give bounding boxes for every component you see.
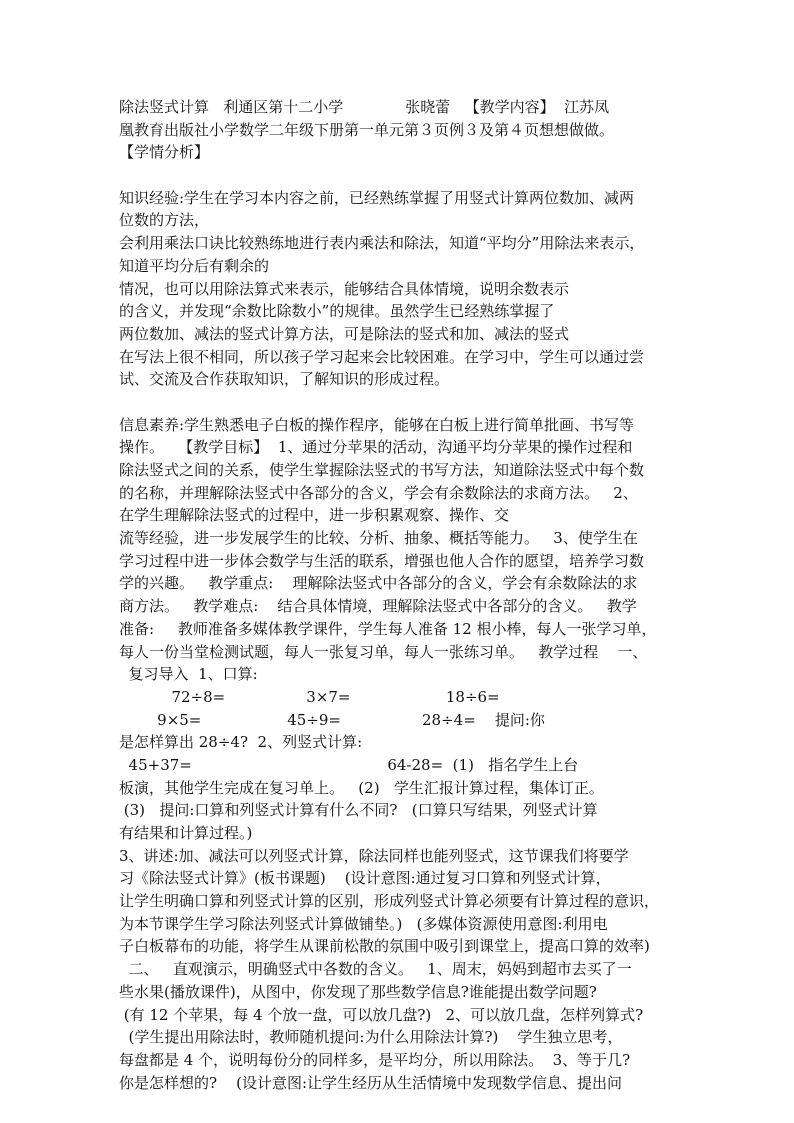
text-line: 子白板幕布的功能，将学生从课前松散的氛围中吸引到课堂上，提高口算的效率) <box>119 937 650 956</box>
text-line: 让学生明确口算和列竖式计算的区别，形成列竖式计算必须要有计算过程的意识， <box>119 892 660 911</box>
text-line: 的含义，并发现“余数比除数小”的规律。虽然学生已经熟练掌握了 <box>119 302 555 321</box>
text-line: 每盘都是 4 个，说明每份分的同样多，是平均分，所以用除法。 3、等于几? <box>119 1050 631 1069</box>
text-line: 在写法上很不相同，所以孩子学习起来会比较困难。在学习中，学生可以通过尝 <box>119 347 645 366</box>
text-line: 流等经验，进一步发展学生的比较、分析、抽象、概括等能力。 3、使学生在 <box>119 529 638 548</box>
text-line: (有 12 个苹果，每 4 个放一盘，可以放几盘?) 2、可以放几盘，怎样列算式? <box>119 1005 644 1024</box>
text-line: 3、讲述:加、减法可以列竖式计算，除法同样也能列竖式，这节课我们将要学 <box>119 846 629 865</box>
text-line: 信息素养:学生熟悉电子白板的操作程序，能够在白板上进行简单批画、书写等 <box>119 415 635 434</box>
text-line: 每人一份当堂检测试题，每人一张复习单，每人一张练习单。 教学过程 一、 <box>119 642 648 661</box>
text-line: 学的兴趣。 教学重点: 理解除法竖式中各部分的含义，学会有余数除法的求 <box>119 574 638 593</box>
text-line: 除法竖式之间的关系，使学生掌握除法竖式的书写方法，知道除法竖式中每个数 <box>119 461 645 479</box>
text-line: 你是怎样想的? (设计意图:让学生经历从生活情境中发现数学信息、提出问 <box>119 1073 623 1092</box>
text-line: 准备: 教师准备多媒体教学课件，学生每人准备 12 根小棒，每人一张学习单， <box>119 619 657 638</box>
text-line: 些水果(播放课件)，从图中，你发现了那些数学信息?谁能提出数学问题? <box>119 982 597 1001</box>
text-line: (3) 提问:口算和列竖式计算有什么不同? (口算只写结果，列竖式计算 <box>119 801 598 820</box>
text-line: 45+37= 64-28= (1) 指名学生上台 <box>119 755 579 774</box>
text-line: 二、 直观演示，明确竖式中各数的含义。 1、周末，妈妈到超市去买了一 <box>119 960 632 979</box>
text-line: 为本节课学生学习除法列竖式计算做铺垫。) (多媒体资源使用意图:利用电 <box>119 914 608 933</box>
text-line: 板演，其他学生完成在复习单上。 (2) 学生汇报计算过程，集体订正。 <box>119 778 604 797</box>
text-line: 复习导入 1、口算: <box>119 665 258 684</box>
text-line: 72÷8= 3×7= 18÷6= <box>119 687 500 706</box>
text-line: 在学生理解除法竖式的过程中，进一步积累观察、操作、交 <box>119 506 510 525</box>
text-line: (学生提出用除法时，教师随机提问:为什么用除法计算?) 学生独立思考， <box>119 1028 623 1047</box>
text-line: 会利用乘法口诀比较熟练地进行表内乘法和除法，知道“平均分”用除法来表示， <box>119 234 645 253</box>
text-line: 试、交流及合作获取知识，了解知识的形成过程。 <box>119 370 450 389</box>
text-line: 【学情分析】 <box>119 143 210 162</box>
text-line: 情况，也可以用除法算式来表示，能够结合具体情境，说明余数表示 <box>119 279 570 298</box>
text-line: 位数的方法， <box>119 211 210 230</box>
text-line: 的名称，并理解除法竖式中各部分的含义，学会有余数除法的求商方法。 2、 <box>119 483 638 502</box>
text-line: 有结果和计算过程。) <box>119 824 253 842</box>
text-line: 9×5= 45÷9= 28÷4= 提问:你 <box>119 710 545 729</box>
blank-line <box>119 391 675 414</box>
text-line: 知识经验:学生在学习本内容之前，已经熟练掌握了用竖式计算两位数加、减两 <box>119 188 635 207</box>
document-body <box>119 96 675 1094</box>
text-line: 操作。 【教学目标】 1、通过分苹果的活动，沟通平均分苹果的操作过程和 <box>119 438 633 457</box>
text-line: 除法竖式计算 利通区第十二小学 张晓蕾 【教学内容】 江苏凤 <box>119 98 610 116</box>
text-line: 两位数加、减法的竖式计算方法，可是除法的竖式和加、减法的竖式 <box>119 324 570 343</box>
text-line: 学习过程中进一步体会数学与生活的联系，增强也他人合作的愿望，培养学习数 <box>119 551 645 570</box>
text-line: 知道平均分后有剩余的 <box>119 256 270 275</box>
text-line: 商方法。 教学难点: 结合具体情境，理解除法竖式中各部分的含义。 教学 <box>119 597 637 616</box>
text-line: 凰教育出版社小学数学二年级下册第一单元第３页例３及第４页想想做做。 <box>119 120 615 139</box>
text-line: 习《除法竖式计算》(板书课题) (设计意图:通过复习口算和列竖式计算， <box>119 869 611 888</box>
text-line: 是怎样算出 28÷4? 2、列竖式计算: <box>119 733 363 752</box>
blank-line <box>119 164 675 187</box>
